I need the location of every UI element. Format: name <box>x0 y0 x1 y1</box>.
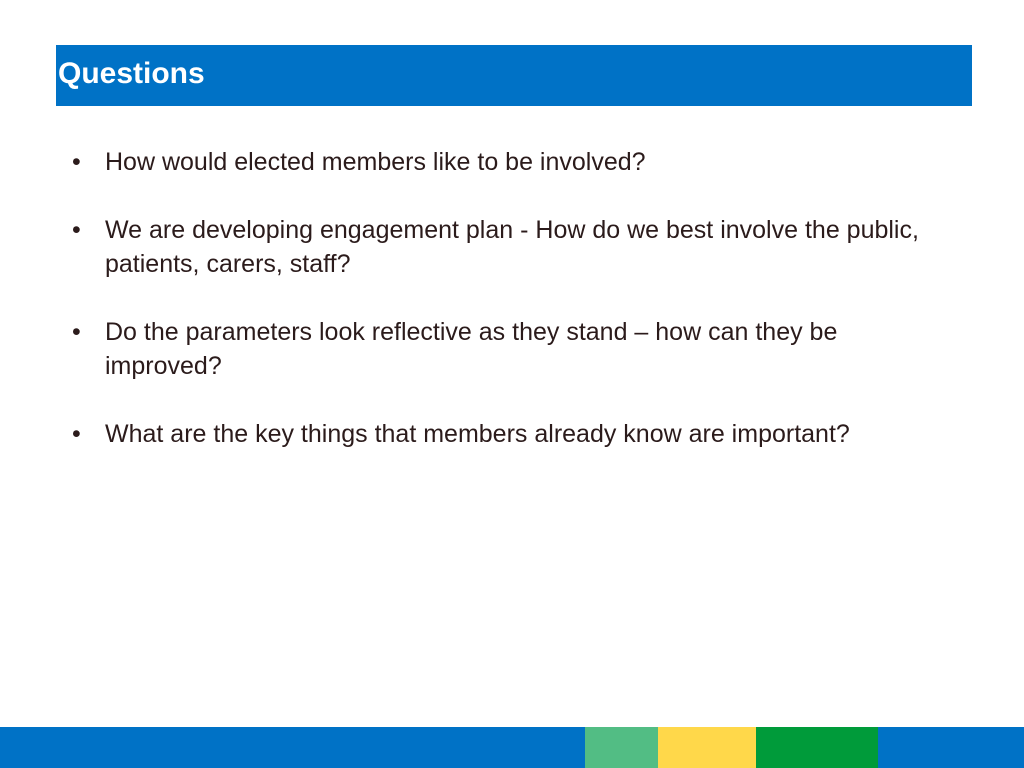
bullet-item-1 <box>56 145 956 179</box>
title-bar <box>56 45 972 106</box>
footer-segment-light-green <box>585 727 658 768</box>
bullet-text: What are the key things that members already know are important? <box>105 420 850 448</box>
bullet-text: How would elected members like to be involved? <box>105 148 646 176</box>
bullet-list <box>56 145 956 485</box>
bullet-icon: • <box>72 420 81 448</box>
bullet-item-2 <box>56 213 956 281</box>
footer-color-bar <box>0 727 1024 768</box>
bullet-text: We are developing engagement plan - How do we best involve the public, patients, carers, staff? <box>105 216 919 278</box>
bullet-item-3 <box>56 315 956 383</box>
footer-segment-blue-right <box>878 727 1024 768</box>
bullet-icon: • <box>72 148 81 176</box>
bullet-icon: • <box>72 318 81 346</box>
bullet-text: Do the parameters look reflective as they stand – how can they be improved? <box>105 318 838 380</box>
slide-title: Questions <box>58 57 205 90</box>
footer-segment-blue <box>0 727 585 768</box>
bullet-item-4 <box>56 417 956 451</box>
footer-segment-dark-green <box>756 727 878 768</box>
bullet-icon: • <box>72 216 81 244</box>
footer-segment-yellow <box>658 727 756 768</box>
